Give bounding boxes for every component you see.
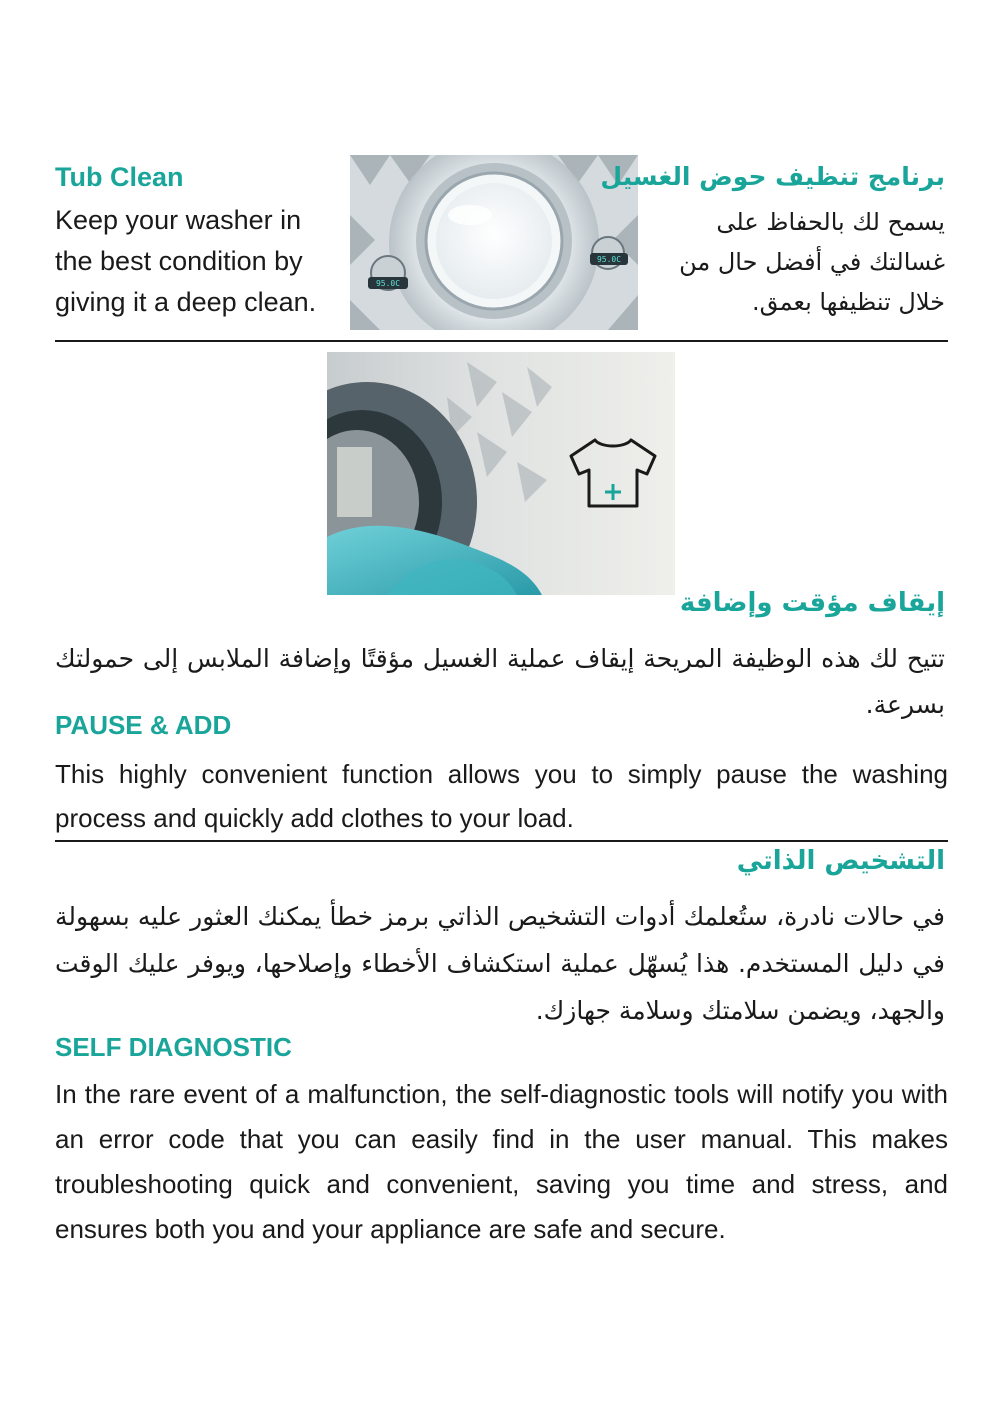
section-divider [55, 340, 948, 342]
pause-add-image [327, 352, 675, 595]
drum-clean-image [350, 155, 638, 330]
pause-add-description: This highly convenient function allows you to simply pause the washing process and quickly add clothes to your load. [55, 759, 948, 833]
self-diagnostic-title: SELF DIAGNOSTIC [55, 1032, 292, 1062]
self-diagnostic-description-arabic: في حالات نادرة، ستُعلمك أدوات التشخيص الذاتي برمز خطأ يمكنك العثور عليه بسهولة في دليل المستخدم. هذا يُسهّل عملية استكشاف الأخطاء وإصلاحها، ويوفر عليك الوقت والجهد، ويضمن سلامتك وسلامة جهازك. [55, 902, 945, 1025]
self-diagnostic-title-arabic: التشخيص الذاتي [736, 846, 945, 876]
self-diagnostic-description: In the rare event of a malfunction, the self-diagnostic tools will notify you with an error code that you can easily find in the user manual. This makes troubleshooting quick and convenient, saving you time and stress, and ensures both you and your appliance are safe and secure. [55, 1079, 948, 1244]
section-divider [55, 840, 948, 842]
pause-add-description-arabic: تتيح لك هذه الوظيفة المريحة إيقاف عملية الغسيل مؤقتًا وإضافة الملابس إلى حمولتك بسرعة. [55, 644, 945, 719]
tub-clean-title-arabic: برنامج تنظيف حوض الغسيل [600, 162, 945, 191]
temperature-readout-right: 95.0C [596, 255, 622, 264]
pause-add-title: PAUSE & ADD [55, 710, 232, 740]
tub-clean-title: Tub Clean [55, 162, 184, 192]
tub-clean-description-arabic: يسمح لك بالحفاظ على غسالتك في أفضل حال من خلال تنظيفها بعمق. [679, 208, 945, 316]
temperature-readout-left: 95.0C [375, 279, 401, 288]
tub-clean-description: Keep your washer in the best condition by giving it a deep clean. [55, 205, 317, 317]
pause-add-title-arabic: إيقاف مؤقت وإضافة [679, 588, 945, 618]
